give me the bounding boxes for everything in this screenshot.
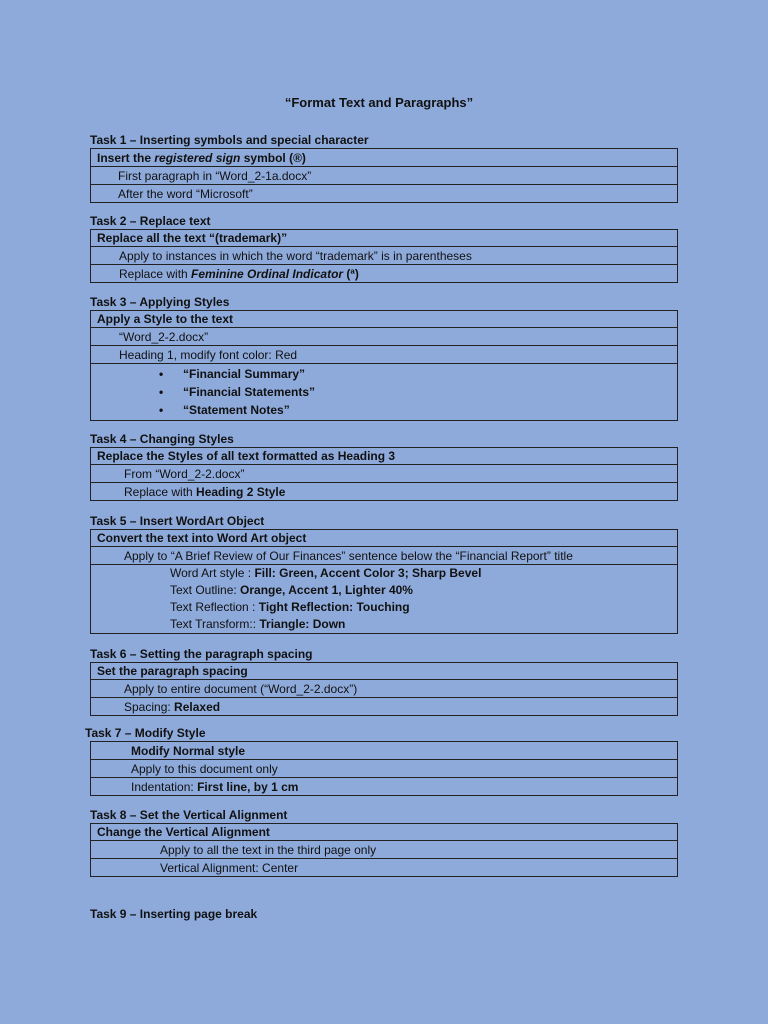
- wordart-style-line: Word Art style : Fill: Green, Accent Color 3; Sharp Bevel: [170, 566, 482, 580]
- task-5-wordart-cell: [91, 565, 678, 634]
- task-3-bullet-list: [91, 364, 677, 420]
- task-7-row-2: Indentation: First line, by 1 cm: [91, 778, 678, 796]
- task-3: [90, 295, 678, 421]
- page-title: “Format Text and Paragraphs”: [284, 95, 474, 110]
- task-4-heading: Task 4 – Changing Styles: [90, 432, 234, 446]
- task-4-row-2: Replace with Heading 2 Style: [91, 483, 678, 501]
- task-7-table: [90, 741, 678, 796]
- task-1-heading: Task 1 – Inserting symbols and special character: [90, 133, 369, 147]
- task-5-row-1: Apply to “A Brief Review of Our Finances” sentence below the “Financial Report” title: [91, 547, 678, 565]
- task-2-row-2: Replace with Feminine Ordinal Indicator (ª): [91, 265, 678, 283]
- task-2-table-header: Replace all the text “(trademark)”: [91, 230, 678, 247]
- task-3-table-header: Apply a Style to the text: [91, 311, 678, 328]
- task-1-table: [90, 148, 678, 203]
- task-3-table: [90, 310, 678, 421]
- task-6-table: [90, 662, 678, 716]
- task-6: [90, 647, 678, 716]
- task-4-table-header: Replace the Styles of all text formatted as Heading 3: [91, 448, 678, 465]
- task-3-bullet-cell: [91, 364, 678, 421]
- task-3-row-1: “Word_2-2.docx”: [91, 328, 678, 346]
- list-item: • “Financial Summary”: [183, 365, 677, 383]
- task-1-row-1: First paragraph in “Word_2-1a.docx”: [91, 167, 678, 185]
- task-3-row-2: Heading 1, modify font color: Red: [91, 346, 678, 364]
- task-2-heading: Task 2 – Replace text: [90, 214, 211, 228]
- task-3-heading: Task 3 – Applying Styles: [90, 295, 230, 309]
- task-8: [90, 808, 678, 877]
- task-1-row-2: After the word “Microsoft”: [91, 185, 678, 203]
- task-9: [90, 907, 678, 922]
- text-outline-line: Text Outline: Orange, Accent 1, Lighter 40%: [170, 583, 413, 597]
- list-item: • “Financial Statements”: [183, 383, 677, 401]
- text-reflection-line: Text Reflection : Tight Reflection: Touching: [170, 600, 410, 614]
- task-6-row-1: Apply to entire document (“Word_2-2.docx”): [91, 680, 678, 698]
- task-5-table-header: Convert the text into Word Art object: [91, 530, 678, 547]
- task-4-row-1: From “Word_2-2.docx”: [91, 465, 678, 483]
- task-1-table-header: Insert the registered sign symbol (®): [91, 149, 678, 167]
- task-7-row-1: Apply to this document only: [91, 760, 678, 778]
- task-9-heading: Task 9 – Inserting page break: [90, 907, 258, 921]
- task-5: [90, 514, 678, 634]
- task-7-table-header: Modify Normal style: [91, 742, 678, 760]
- task-6-row-2: Spacing: Relaxed: [91, 698, 678, 716]
- task-5-table: [90, 529, 678, 634]
- list-item: • “Statement Notes”: [183, 401, 677, 419]
- task-8-heading: Task 8 – Set the Vertical Alignment: [90, 808, 288, 822]
- task-7: [85, 726, 679, 796]
- task-4: [90, 432, 678, 501]
- task-1: [90, 133, 678, 203]
- task-2-row-1: Apply to instances in which the word “trademark” is in parentheses: [91, 247, 678, 265]
- task-8-row-2: Vertical Alignment: Center: [91, 859, 678, 877]
- task-2-table: [90, 229, 678, 283]
- task-6-table-header: Set the paragraph spacing: [91, 663, 678, 680]
- task-6-heading: Task 6 – Setting the paragraph spacing: [90, 647, 313, 661]
- task-8-table-header: Change the Vertical Alignment: [91, 824, 678, 841]
- task-4-table: [90, 447, 678, 501]
- text-transform-line: Text Transform:: Triangle: Down: [170, 617, 346, 631]
- task-2: [90, 214, 678, 283]
- task-5-heading: Task 5 – Insert WordArt Object: [90, 514, 265, 528]
- task-8-row-1: Apply to all the text in the third page only: [91, 841, 678, 859]
- task-8-table: [90, 823, 678, 877]
- task-7-heading: Task 7 – Modify Style: [85, 726, 206, 740]
